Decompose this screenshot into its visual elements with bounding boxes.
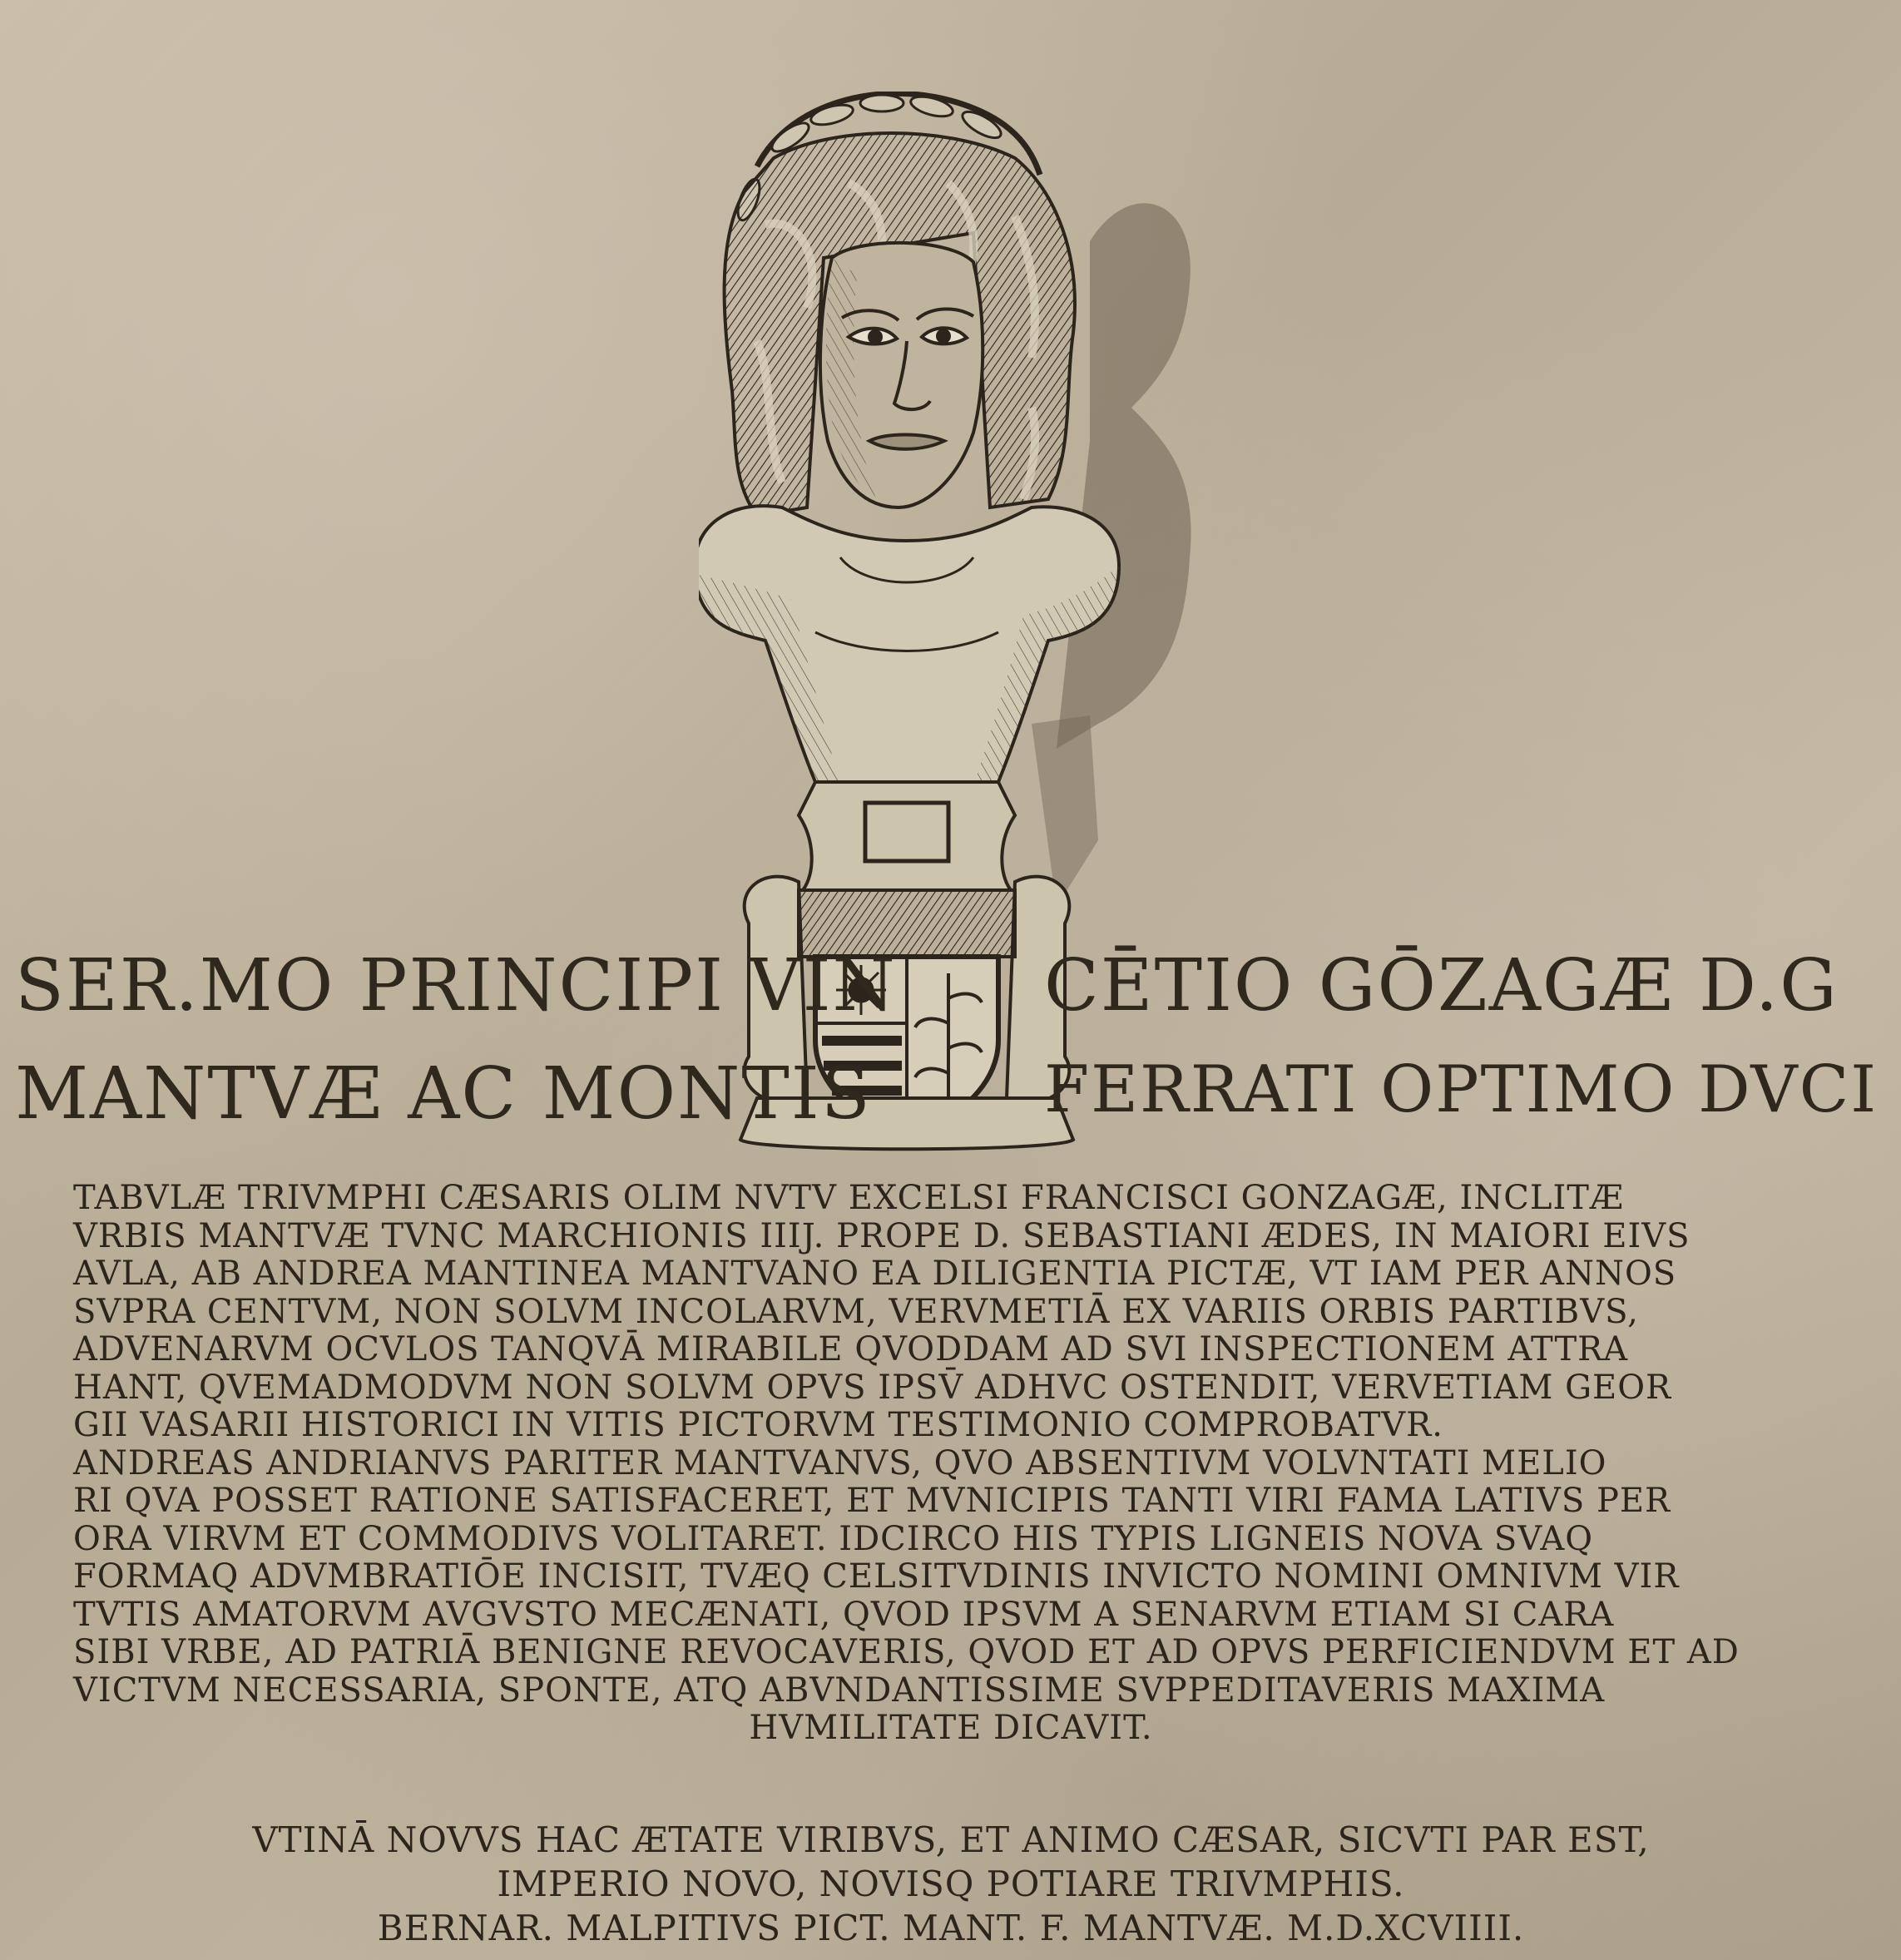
inscription-line: HVMILITATE DICAVIT.: [749, 1709, 1153, 1747]
inscription-line: FORMAQ ADVMBRATIŌE INCISIT, TVÆQ CELSITVDINIS INVICTO NOMINI OMNIVM VIR: [73, 1557, 1680, 1596]
inscription-line: RI QVA POSSET RATIONE SATISFACERET, ET MVNICIPIS TANTI VIRI FAMA LATIVS PER: [73, 1482, 1671, 1520]
inscription-line: ORA VIRVM ET COMMODIVS VOLITARET. IDCIRCO HIS TYPIS LIGNEIS NOVA SVAQ: [73, 1519, 1594, 1558]
closing-line-2: IMPERIO NOVO, NOVISQ POTIARE TRIVMPHIS.: [497, 1863, 1405, 1904]
closing-line-1: VTINĀ NOVVS HAC ÆTATE VIRIBVS, ET ANIMO CÆSAR, SICVTI PAR EST,: [252, 1819, 1650, 1860]
latin-inscription: [73, 1180, 1829, 1748]
inscription-line: VICTVM NECESSARIA, SPONTE, ATQ ABVNDANTISSIME SVPPEDITAVERIS MAXIMA: [73, 1670, 1606, 1710]
inscription-line: VRBIS MANTVÆ TVNC MARCHIONIS IIIJ. PROPE D. SEBASTIANI ÆDES, IN MAIORI EIVS: [73, 1216, 1691, 1255]
inscription-line: HANT, QVEMADMODVM NON SOLVM OPVS IPSV̄ ADHVC OSTENDIT, VERVETIAM GEOR: [73, 1368, 1672, 1407]
inscription-line: GII VASARII HISTORICI IN VITIS PICTORVM TESTIMONIO COMPROBATVR.: [73, 1406, 1443, 1444]
dedication-right-line-2: FERRATI OPTIMO DVCI: [1044, 1052, 1879, 1127]
inscription-line: TABVLÆ TRIVMPHI CÆSARIS OLIM NVTV EXCELSI FRANCISCI GONZAGÆ, INCLITÆ: [73, 1179, 1624, 1217]
inscription-line: AVLA, AB ANDREA MANTINEA MANTVANO EA DILIGENTIA PICTÆ, VT IAM PER ANNOS: [73, 1255, 1677, 1293]
signature-line: BERNAR. MALPITIVS PICT. MANT. F. MANTVÆ. M.D.XCVIIII.: [377, 1908, 1525, 1948]
dedication-left-line-1: SER.MO PRINCIPI VIN: [15, 944, 897, 1027]
dedication-right-line-1: CĒTIO GŌZAGÆ D.G: [1044, 944, 1839, 1027]
inscription-line: SVPRA CENTVM, NON SOLVM INCOLARVM, VERVMETIĀ EX VARIIS ORBIS PARTIBVS,: [73, 1292, 1639, 1331]
pedestal-cap: [799, 782, 1015, 890]
mouth: [869, 435, 944, 449]
inscription-line: ANDREAS ANDRIANVS PARITER MANTVANVS, QVO ABSENTIVM VOLVNTATI MELIO: [73, 1443, 1607, 1482]
inscription-line: SIBI VRBE, AD PATRIĀ BENIGNE REVOCAVERIS, QVOD ET AD OPVS PERFICIENDVM ET AD: [73, 1633, 1740, 1671]
closing-verse: [73, 1818, 1829, 1950]
inscription-line: ADVENARVM OCVLOS TANQVĀ MIRABILE QVODDAM AD SVI INSPECTIONEM ATTRA: [73, 1330, 1629, 1369]
inscription-line: TVTIS AMATORVM AVGVSTO MECÆNATI, QVOD IPSVM A SENARVM ETIAM SI CARA: [73, 1595, 1615, 1634]
dedication-left-line-2: MANTVÆ AC MONTIS: [15, 1052, 872, 1136]
bust-shadow: [1057, 203, 1191, 749]
